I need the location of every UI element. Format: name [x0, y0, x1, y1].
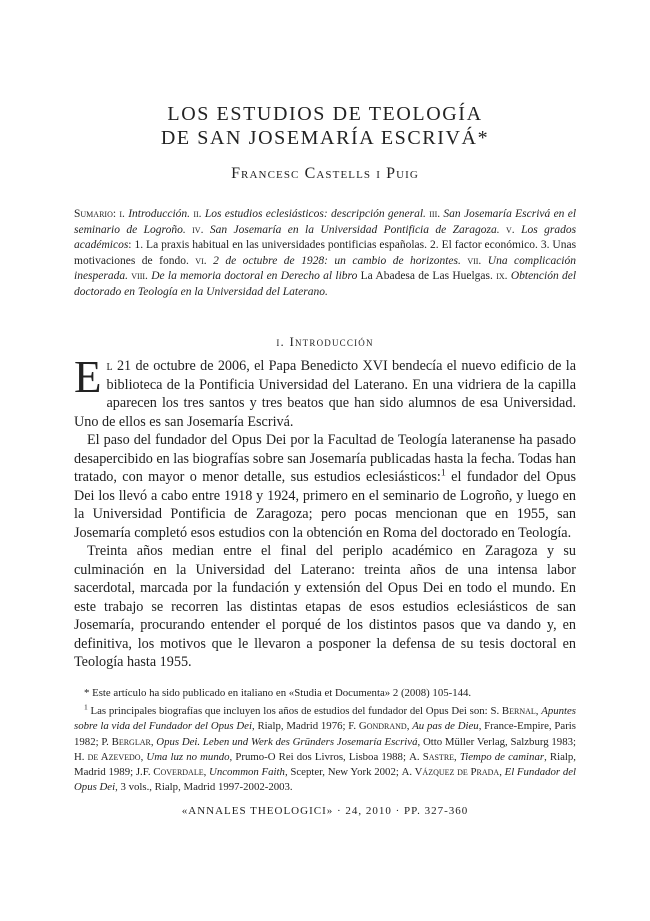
summary-item: Una complicación inesperada.	[74, 254, 576, 283]
body-text	[74, 352, 577, 672]
ref-author: J.F. Coverdale	[135, 766, 204, 779]
ref-title: El Fundador del Opus Dei	[74, 766, 577, 794]
ref-author: F. Gondrand	[348, 720, 407, 733]
ref-title: Uma luz no mundo	[146, 750, 230, 763]
summary-item: Obtención del doctorado en Teología en la Universidad del Laterano.	[74, 270, 577, 298]
summary-num: ix.	[496, 270, 508, 283]
ref-author: S. Bernal	[490, 705, 536, 718]
paragraph	[74, 542, 576, 672]
paragraph-text: 21 de octubre de 2006, el Papa Benedicto XVI bendecía el nuevo edificio de la biblioteca de la Pontificia Universidad del Laterano. En una vidriera de la capilla aparecen los tres santos y tres beatos que han sido alumnos de esa Universidad. Uno de ellos es san Josemaría Escrivá.	[74, 358, 576, 430]
summary-item: El factor económico.	[441, 239, 538, 252]
summary-block: Sumario: i. Introducción. ii. Los estudios eclesiásticos: descripción general. iii. San Josemaría Escrivá en el seminario de Logroño. iv. San Josemaría en la Universidad Pontificia de Zaragoza. v. Los grados académicos: 1. La praxis habitual en las universidades pontificias españolas. 2. El factor económico. 3. Unas motivaciones de fondo. vi. 2 de octubre de 1928: un cambio de horizontes. vii. Una complicación inesperada. viii. De la memoria doctoral en Derecho al libro La Abadesa de Las Huelgas. ix. Obtención del doctorado en Teología en la Universidad del Laterano.	[74, 208, 577, 298]
drop-cap: E	[74, 352, 102, 402]
paragraph-text: El paso del fundador del Opus Dei por la Facultad de Teología lateranense ha pasado desapercibido en las biografías sobre san Josemaría publicadas hasta la fecha. Todas han tratado, con mayor o menor detalle, sus estudios eclesiásticos:	[74, 432, 576, 485]
summary-item: La praxis habitual en las universidades pontificias españolas.	[146, 239, 427, 252]
section-title: Introducción	[289, 334, 374, 349]
summary-item: De la memoria doctoral en Derecho al libro	[151, 270, 358, 283]
section-number: i.	[276, 334, 285, 349]
ref-rest: , 3 vols., Rialp, Madrid 1997-2002-2003.	[115, 781, 293, 794]
footnote-mark: 1	[84, 702, 88, 712]
ref-author: A. Vázquez de Prada	[401, 766, 500, 779]
ref-rest: , Rialp, Madrid 1976;	[251, 720, 346, 733]
ref-rest: , France-Empire, Paris 1982;	[74, 720, 577, 748]
summary-num: iii.	[429, 208, 441, 220]
paragraph	[74, 431, 576, 542]
ref-rest: , Rialp, Madrid 1989;	[74, 750, 576, 779]
summary-item: Los estudios eclesiásticos: descripción general.	[204, 208, 426, 220]
summary-item: La Abadesa de Las Huelgas.	[360, 270, 493, 283]
footnote-star	[74, 686, 576, 701]
first-word: l	[106, 358, 113, 374]
paragraph-text: el fundador del Opus Dei los llevó a cabo entre 1918 y 1924, primero en el seminario de Logroño, y luego en la Universidad Pontificia de Zaragoza; pero pocas mencionan que en 1955, san Josemaría completó esos estudios con la obtención en Roma del doctorado en Teología.	[74, 469, 577, 541]
ref-title: Au pas de Dieu	[412, 720, 479, 733]
summary-item: 2 de octubre de 1928: un cambio de horizontes.	[213, 254, 461, 267]
summary-item: Unas motivaciones de fondo.	[74, 239, 577, 267]
paragraph	[74, 352, 576, 431]
journal-footer: «ANNALES THEOLOGICI» · 24, 2010 · PP. 327-360	[181, 805, 469, 817]
ref-author: H. de Azevedo	[74, 750, 141, 763]
article-title-line-1: LOS ESTUDIOS DE TEOLOGÍA	[167, 103, 483, 125]
summary-num: 3.	[540, 239, 550, 252]
article-title-line-2: DE SAN JOSEMARÍA ESCRIVÁ*	[160, 127, 490, 149]
footnote-text: Las principales biografías que incluyen los años de estudios del fundador del Opus Dei son:	[90, 705, 488, 718]
footnote-text: Este artículo ha sido publicado en italiano en «Studia et Documenta» 2 (2008) 105-144.	[92, 687, 472, 699]
summary-num: v.	[506, 223, 515, 236]
ref-author: A. Sastre	[409, 750, 455, 763]
summary-item: Introducción.	[128, 208, 191, 220]
author-name: Francesc Castells i Puig	[231, 165, 419, 182]
ref-title: Opus Dei. Leben und Werk des Gründers Josemaría Escrivá	[156, 735, 418, 748]
ref-rest: , Otto Müller Verlag, Salzburg 1983;	[417, 735, 576, 748]
summary-num: 2.	[429, 239, 439, 252]
ref-title: Tiempo de caminar	[459, 750, 545, 763]
summary-label: Sumario	[74, 208, 113, 220]
paragraph-text: Treinta años median entre el final del periplo académico en Zaragoza y su culminación en la Universidad del Laterano: treinta años de una intensa labor sacerdotal, marcada por la fundación y extensión del Opus Dei en todo el mundo. En este trabajo se recorren las distintas etapas de esos estudios eclesiásticos de san Josemaría, procurando entender el porqué de los distintos pasos que va dando y, en definitiva, los motivos que le llevaron a posponer la defensa de su tesis doctoral en Teología hasta 1955.	[74, 543, 576, 670]
footnotes	[74, 686, 576, 798]
footnote-mark: *	[84, 687, 90, 699]
summary-num: i.	[119, 208, 125, 220]
summary-num: viii.	[131, 270, 148, 283]
ref-rest: , Prumo-O Rei dos Livros, Lisboa 1988;	[229, 750, 406, 763]
summary-num: 1.	[134, 239, 144, 252]
footnote-1: $^1$ Las principales biografías que incluyen los años de estudios del fundador del Opus Dei son: S. Bernal, Apuntes sobre la vida del Fundador del Opus Dei, Rialp, Madrid 1976; F. Gondrand, Au pas de Dieu, France-Empire, Paris 1982; P. Berglar, Opus Dei. Leben und Werk des Gründers Josemaría Escrivá, Otto Müller Verlag, Salzburg 1983; H. de Azevedo, Uma luz no mundo, Prumo-O Rei dos Livros, Lisboa 1988; A. Sastre, Tiempo de caminar, Rialp, Madrid 1989; J.F. Coverdale, Uncommon Faith, Scepter, New York 2002; A. Vázquez de Prada, El Fundador del Opus Dei, 3 vols., Rialp, Madrid 1997-2002-2003.	[74, 702, 577, 794]
summary-num: vii.	[467, 254, 482, 267]
ref-title: Uncommon Faith	[209, 766, 285, 779]
summary-item: Los grados académicos	[74, 223, 577, 252]
footnote-ref: 1	[440, 467, 446, 479]
summary-num: ii.	[193, 208, 202, 220]
summary-item: San Josemaría Escrivá en el seminario de Logroño.	[74, 208, 577, 236]
ref-author: P. Berglar	[101, 735, 151, 748]
section-heading	[74, 334, 576, 350]
ref-rest: , Scepter, New York 2002;	[284, 766, 399, 779]
ref-title: Apuntes sobre la vida del Fundador del Opus Dei	[74, 705, 577, 733]
summary-num: vi.	[195, 254, 207, 267]
summary-num: iv.	[192, 223, 204, 236]
summary-item: San Josemaría en la Universidad Pontificia de Zaragoza.	[209, 223, 500, 236]
